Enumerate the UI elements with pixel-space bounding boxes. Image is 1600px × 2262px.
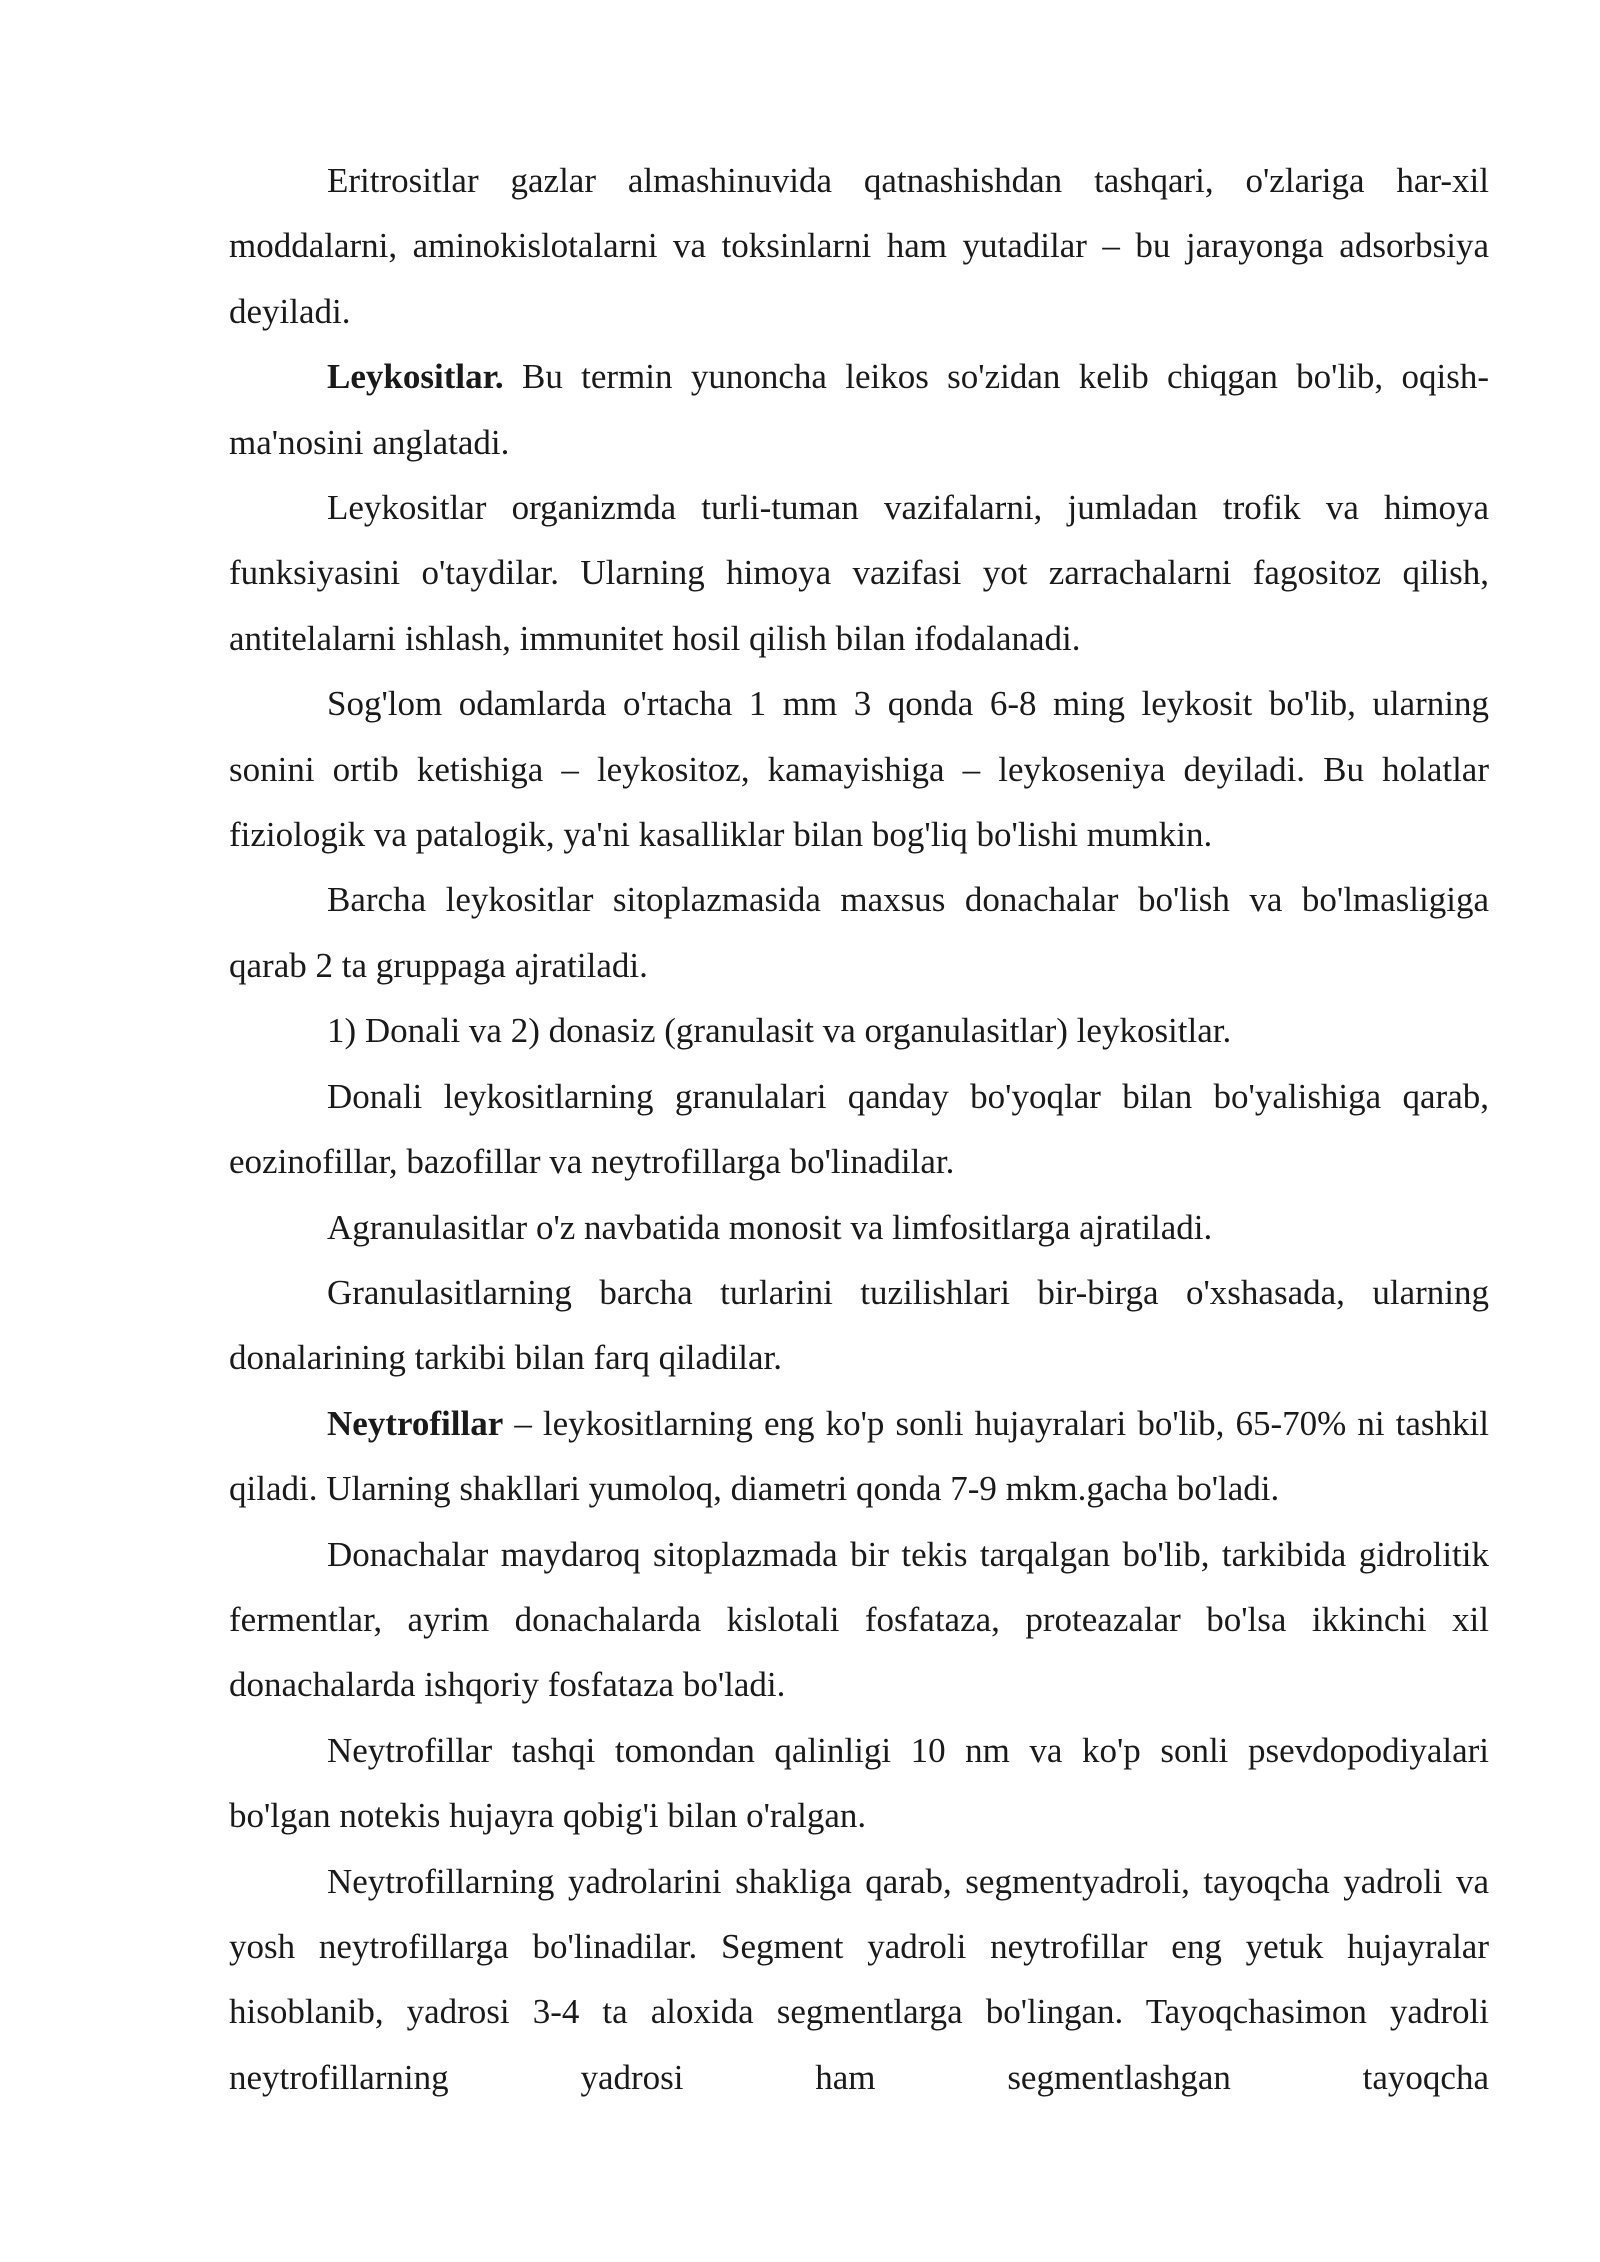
paragraph-agranulasitlar: Agranulasitlar o'z navbatida monosit va limfositlarga ajratiladi.: [327, 1207, 1213, 1247]
paragraph-donachalar: Donachalar maydaroq sitoplazmada bir tekis tarqalgan bo'lib, tarkibida gidrolitik fermentlar, ayrim donachalarda kislotali fosfataza, proteazalar bo'lsa ikkinchi xil donachalarda ishqoriy fosfataza bo'ladi.: [229, 1534, 1489, 1705]
paragraph-neytrofillar: Neytrofillar – leykositlarning eng ko'p sonli hujayralari bo'lib, 65-70% ni tashkil qiladi. Ularning shakllari yumoloq, diametri qonda 7-9 mkm.gacha bo'ladi.: [229, 1403, 1489, 1509]
paragraph-granulasitlar: Granulasitlarning barcha turlarini tuzilishlari bir-birga o'xshasada, ularning donalarining tarkibi bilan farq qiladilar.: [229, 1272, 1489, 1378]
paragraph-eritrositlar: Eritrositlar gazlar almashinuvida qatnashishdan tashqari, o'zlariga har-xil moddalarni, aminokislotalarni va toksinlarni ham yutadilar – bu jarayonga adsorbsiya deyiladi.: [229, 161, 1489, 331]
term-leykositlar: Leykositlar.: [327, 357, 504, 397]
paragraph-donali-leykositlar: Donali leykositlarning granulalari qanday bo'yoqlar bilan bo'yalishiga qarab, eozinofillar, bazofillar va neytrofillarga bo'linadilar.: [229, 1076, 1489, 1182]
paragraph-leykositlar-functions: Leykositlar organizmda turli-tuman vazifalarni, jumladan trofik va himoya funksiyasini o'taydilar. Ularning himoya vazifasi yot zarrachalarni fagositoz qilish, antitelalarni ishlash, immunitet hosil qilish bilan ifodalanadi.: [229, 488, 1489, 658]
paragraph-leykositlar-definition: Leykositlar. Bu termin yunoncha leikos so'zidan kelib chiqgan bo'lib, oqish-ma'nosini anglatadi.: [229, 357, 1489, 462]
paragraph-groups-list: 1) Donali va 2) donasiz (granulasit va organulasitlar) leykositlar.: [327, 1011, 1232, 1051]
paragraph-leykositlar-groups: Barcha leykositlar sitoplazmasida maxsus donachalar bo'lish va bo'lmasligiga qarab 2 ta gruppaga ajratiladi.: [229, 880, 1489, 985]
paragraph-neytrofillar-nuclei: Neytrofillarning yadrolarini shakliga qarab, segmentyadroli, tayoqcha yadroli va yosh neytrofillarga bo'linadilar. Segment yadroli neytrofillar eng yetuk hujayralar hisoblanib, yadrosi 3-4 ta aloxida segmentlarga bo'lingan. Tayoqchasimon yadroli neytrofillarning yadrosi ham segmentlashgan tayoqcha: [229, 1861, 1489, 2097]
paragraph-neytrofillar-membrane: Neytrofillar tashqi tomondan qalinligi 10 nm va ko'p sonli psevdopodiyalari bo'lgan notekis hujayra qobig'i bilan o'ralgan.: [229, 1730, 1489, 1836]
paragraph-leykositlar-count: Sog'lom odamlarda o'rtacha 1 mm 3 qonda 6-8 ming leykosit bo'lib, ularning sonini ortib ketishiga – leykositoz, kamayishiga – leykoseniya deyiladi. Bu holatlar fiziologik va patalogik, ya'ni kasalliklar bilan bog'liq bo'lishi mumkin.: [229, 684, 1489, 855]
document-body: [229, 148, 1489, 2110]
term-neytrofillar: Neytrofillar: [327, 1403, 504, 1443]
